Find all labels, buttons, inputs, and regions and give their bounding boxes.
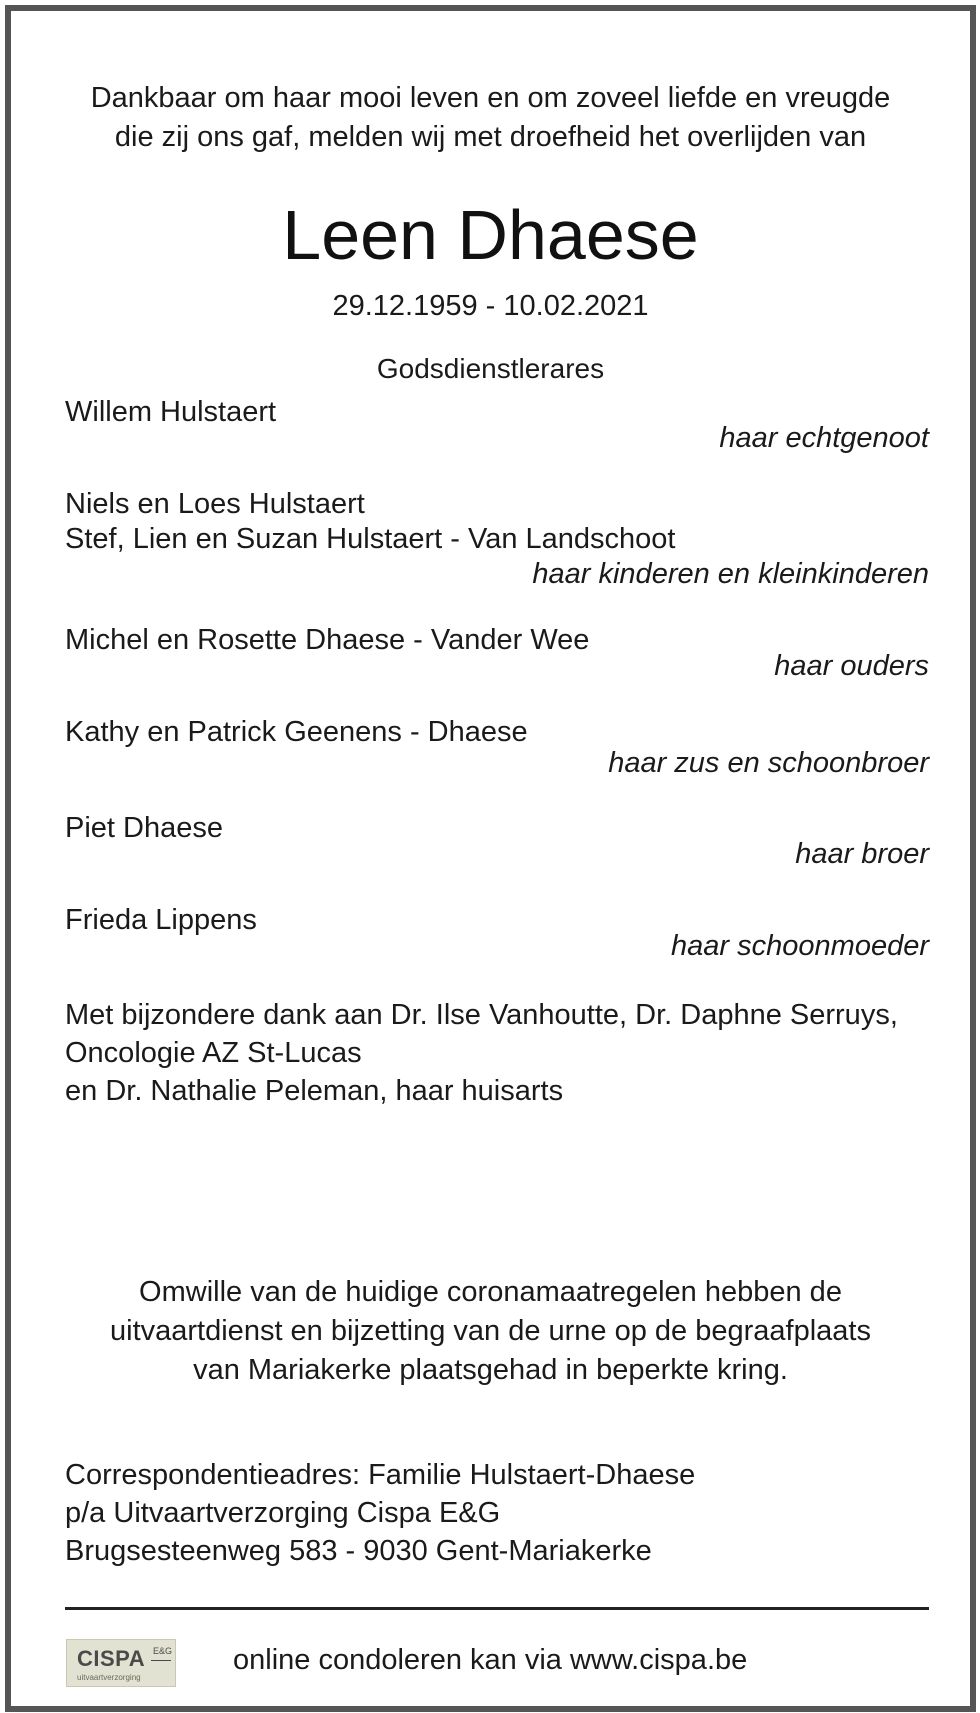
corona-line-3: van Mariakerke plaatsgehad in beperkte kring. xyxy=(193,1354,788,1386)
family-group-sister xyxy=(65,713,929,782)
family-names: Willem Hulstaert xyxy=(65,396,277,428)
family-relation: haar zus en schoonbroer xyxy=(608,747,929,779)
footer-divider xyxy=(65,1607,929,1610)
family-group-spouse xyxy=(65,393,929,457)
family-group-mother-in-law xyxy=(65,901,929,965)
cispa-logo xyxy=(66,1639,176,1687)
family-names: Kathy en Patrick Geenens - Dhaese xyxy=(65,716,528,748)
logo-suffix: E&G xyxy=(153,1646,173,1656)
deceased-name: Leen Dhaese xyxy=(282,196,699,274)
thanks-line-2: Oncologie AZ St-Lucas xyxy=(65,1037,362,1069)
occupation: Godsdienstlerares xyxy=(376,353,605,384)
correspondence-line-3: Brugsesteenweg 583 - 9030 Gent-Mariakerke xyxy=(65,1535,652,1567)
thanks-line-1: Met bijzondere dank aan Dr. Ilse Vanhoutte, Dr. Daphne Serruys, xyxy=(65,999,898,1031)
intro-line-2: die zij ons gaf, melden wij met droefheid het overlijden van xyxy=(114,121,867,153)
intro-line-1: Dankbaar om haar mooi leven en om zoveel liefde en vreugde xyxy=(90,82,891,114)
family-group-parents xyxy=(65,621,929,685)
correspondence-line-2: p/a Uitvaartverzorging Cispa E&G xyxy=(65,1497,501,1529)
correspondence-address xyxy=(65,1456,945,1570)
thanks-text xyxy=(65,996,945,1110)
life-dates: 29.12.1959 - 10.02.2021 xyxy=(332,290,649,322)
obituary-card xyxy=(5,5,976,1712)
family-relation: haar schoonmoeder xyxy=(671,930,929,962)
family-names: Michel en Rosette Dhaese - Vander Wee xyxy=(65,624,590,656)
corona-notice xyxy=(51,1273,930,1390)
card-content xyxy=(11,11,970,1706)
family-relation: haar kinderen en kleinkinderen xyxy=(532,558,929,590)
corona-line-1: Omwille van de huidige coronamaatregelen hebben de xyxy=(139,1276,842,1308)
family-relation: haar ouders xyxy=(774,650,929,682)
family-names: Stef, Lien en Suzan Hulstaert - Van Landschoot xyxy=(65,523,676,555)
online-condolence-text: online condoleren kan via www.cispa.be xyxy=(233,1644,748,1676)
family-group-brother xyxy=(65,809,929,873)
correspondence-line-1: Correspondentieadres: Familie Hulstaert-Dhaese xyxy=(65,1459,696,1491)
corona-line-2: uitvaartdienst en bijzetting van de urne op de begraafplaats xyxy=(110,1315,871,1347)
logo-brand: CISPA xyxy=(77,1646,146,1671)
family-relation: haar echtgenoot xyxy=(719,422,929,454)
family-group-children xyxy=(65,485,929,593)
family-relation: haar broer xyxy=(795,838,929,870)
family-names: Frieda Lippens xyxy=(65,904,257,936)
logo-subtitle: uitvaartverzorging xyxy=(77,1673,141,1682)
family-names: Piet Dhaese xyxy=(65,812,223,844)
intro-text xyxy=(51,79,930,157)
logo-line xyxy=(151,1660,171,1661)
family-names: Niels en Loes Hulstaert xyxy=(65,488,365,520)
thanks-line-3: en Dr. Nathalie Peleman, haar huisarts xyxy=(65,1075,564,1107)
